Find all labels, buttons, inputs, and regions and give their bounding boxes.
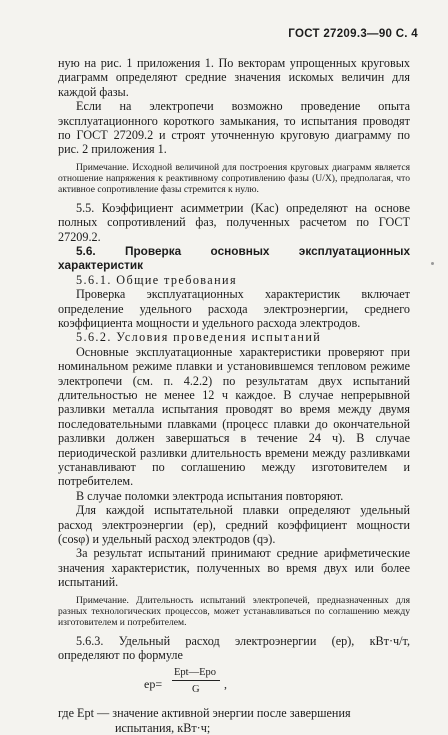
formula-end: , xyxy=(224,677,227,692)
subsection-heading-5-6-1: 5.6.1. Общие требования xyxy=(76,272,237,287)
paragraph-per-melt: Для каждой испытательной плавки определяют удельный расход электроэнергии (eр), средний коэффициент мощности (cosφ) и удельный расход электродов (qэ). xyxy=(58,503,410,547)
paragraph-short-circuit: Если на электропечи возможно проведение опыта эксплуатационного короткого замыкания, то испытания проводят по ГОСТ 27209.2 и строят уточненную круговую диаграмму по рис. 2 приложения 1. xyxy=(58,99,410,157)
paragraph-5-6-3: 5.6.3. Удельный расход электроэнергии (eр), кВт·ч/т, определяют по формуле xyxy=(58,633,410,662)
note-circle-diagrams: Примечание. Исходной величиной для построения круговых диаграмм является отношение напряжения к реактивному сопротивлению фазы (U/X), предполагая, что активное сопротивление фазы стремится к нулю. xyxy=(58,161,410,196)
section-heading-5-6: 5.6. Проверка основных эксплуатационных характеристик xyxy=(58,243,410,273)
subsection-heading-5-6-2: 5.6.2. Условия проведения испытаний xyxy=(76,330,322,345)
paragraph-5-5: 5.5. Коэффициент асимметрии (Kас) определяют на основе полных сопротивлений фаз, полученных расчетом по ГОСТ 27209.2. xyxy=(58,200,410,244)
paragraph-test-conditions: Основные эксплуатационные характеристики проверяют при номинальном режиме плавки и установившемся тепловом режиме электропечи (см. п. 4.2.2) по результатам двух испытаний длительностью не менее 12 ч каждое. В случае непрерывной разливки металла испытания проводят во время между двумя последовательными плавками (процесс плавки до окончательной разливки должен завершаться в течение 24 ч). В случае периодической разливки длительность времени между разливками устанавливают по соглашению между изготовителем и потребителем. xyxy=(58,344,410,489)
paragraph-continuation: ную на рис. 1 приложения 1. По векторам упрощенных круговых диаграмм определяют средние значения искомых величин для каждой фазы. xyxy=(58,56,410,99)
formula-energy xyxy=(58,666,410,702)
formula-lhs: eр= xyxy=(144,677,163,692)
formula-denominator: G xyxy=(192,684,200,696)
where-clause: где Ept — значение активной энергии после завершения испытания, кВт·ч; xyxy=(58,706,351,735)
paragraph-results: За результат испытаний принимают средние арифметические значения характеристик, полученных во время двух или более испытаний. xyxy=(58,546,410,590)
note-test-duration: Примечание. Длительность испытаний электропечей, предназначенных для разных технологических процессов, может устанавливаться по соглашению между изготовителем и потребителем. xyxy=(58,594,410,629)
scan-mark xyxy=(431,262,434,265)
paragraph-requirements: Проверка эксплуатационных характеристик включает определение удельного расхода электроэнергии, среднего коэффициента мощности и удельного расхода электродов. xyxy=(58,287,410,330)
formula-numerator: Ept—Epo xyxy=(174,667,216,679)
paragraph-electrode-breakage: В случае поломки электрода испытания повторяют. xyxy=(76,488,344,503)
document-body xyxy=(58,56,410,735)
page-header: ГОСТ 27209.3—90 С. 4 xyxy=(288,28,418,40)
